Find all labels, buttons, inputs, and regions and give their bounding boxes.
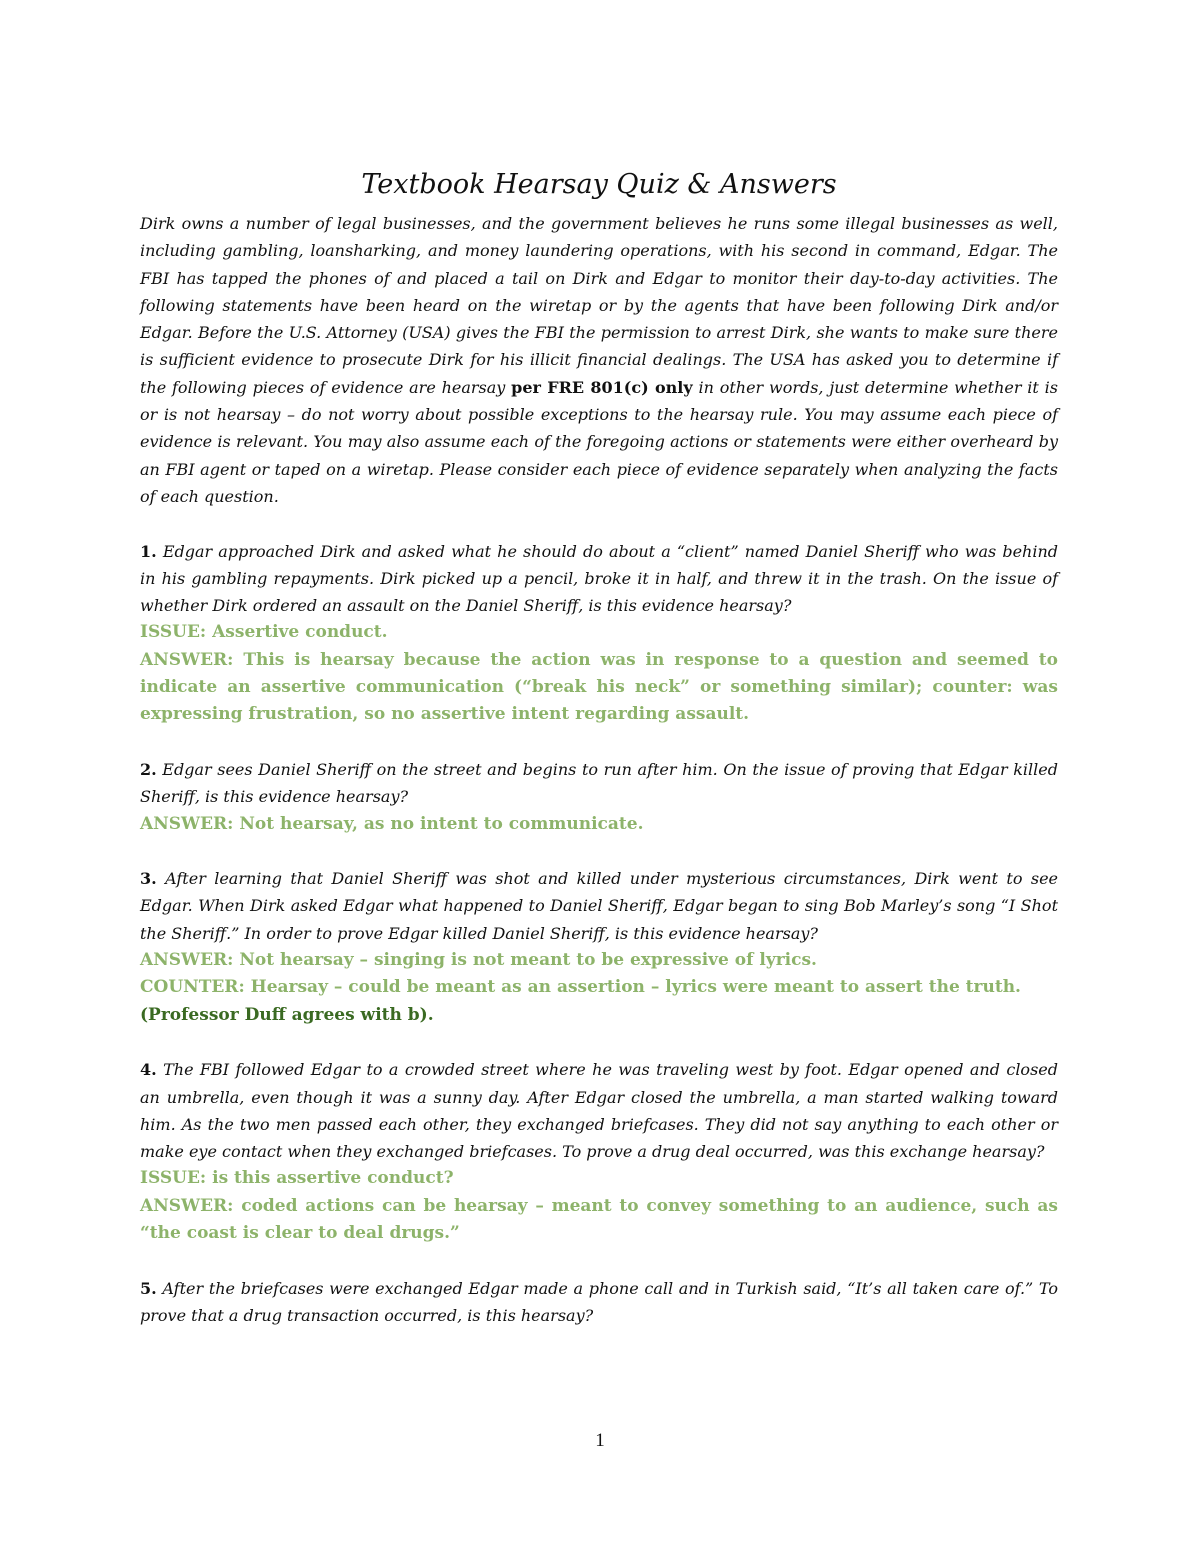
question-text: The FBI followed Edgar to a crowded street where he was traveling west by foot. Edgar opened and closed an umbrella, even though it was a sunny day. After Edgar closed the umbrella, a man started walking toward him. As the two men passed each other, they exchanged briefcases. They did not say anything to each other or make eye contact when they exchanged briefcases. To prove a drug deal occurred, was this exchange hearsay? (140, 1060, 1058, 1162)
question-3 (140, 865, 1058, 947)
intro-paragraph (140, 210, 1058, 510)
question-5 (140, 1275, 1058, 1330)
question-number: 3. (140, 869, 157, 889)
answer-line: ANSWER: Not hearsay, as no intent to communicate. (140, 813, 644, 834)
question-number: 5. (140, 1278, 157, 1298)
question-number: 4. (140, 1060, 157, 1080)
counter-line: COUNTER: Hearsay – could be meant as an assertion – lyrics were meant to assert the truth. (140, 977, 1021, 998)
intro-text-start: Dirk owns a number of legal businesses, and the government believes he runs some illegal businesses as well, including gambling, loansharking, and money laundering operations, with his second in command, Edgar. The FBI has tapped the phones of and placed a tail on Dirk and Edgar to monitor their day-to-day activities. The following statements have been heard on the wiretap or by the agents that have been following Dirk and/or Edgar. Before the U.S. Attorney (USA) gives the FBI the permission to arrest Dirk, she wants to make sure there is sufficient evidence to prosecute Dirk for his illicit financial dealings. The USA has asked you to determine if the following pieces of evidence are hearsay (140, 214, 1058, 397)
issue-line: ISSUE: is this assertive conduct? (140, 1168, 454, 1189)
question-2 (140, 756, 1058, 811)
intro-bold-rule: per FRE 801(c) only (511, 377, 693, 397)
professor-note: (Professor Duff agrees with b). (140, 1004, 434, 1025)
answer-line: ANSWER: This is hearsay because the action was in response to a question and seemed to indicate an assertive communication (“break his neck” or something similar); counter: was expressing frustration, so no assertive intent regarding assault. (140, 649, 1058, 725)
page-number: 1 (595, 1430, 605, 1451)
issue-line: ISSUE: Assertive conduct. (140, 622, 388, 643)
intro-text-end: in other words, just determine whether it is or is not hearsay – do not worry about possible exceptions to the hearsay rule. You may assume each piece of evidence is relevant. You may also assume each of the foregoing actions or statements were either overheard by an FBI agent or taped on a wiretap. Please consider each piece of evidence separately when analyzing the facts of each question. (140, 377, 1058, 506)
answer-line: ANSWER: coded actions can be hearsay – meant to convey something to an audience, such as “the coast is clear to deal drugs.” (140, 1195, 1058, 1243)
question-4 (140, 1056, 1058, 1165)
question-number: 2. (140, 759, 157, 779)
question-text: Edgar approached Dirk and asked what he should do about a “client” named Daniel Sheriff who was behind in his gambling repayments. Dirk picked up a pencil, broke it in half, and threw it in the trash. On the issue of whether Dirk ordered an assault on the Daniel Sheriff, is this evidence hearsay? (140, 541, 1059, 616)
document-title: Textbook Hearsay Quiz & Answers (361, 169, 837, 200)
question-text: Edgar sees Daniel Sheriff on the street and begins to run after him. On the issue of proving that Edgar killed Sheriff, is this evidence hearsay? (140, 759, 1058, 807)
question-1 (140, 538, 1058, 620)
answer-line: ANSWER: Not hearsay – singing is not meant to be expressive of lyrics. (140, 950, 817, 971)
question-text: After learning that Daniel Sheriff was shot and killed under mysterious circumstances, Dirk went to see Edgar. When Dirk asked Edgar what happened to Daniel Sheriff, Edgar began to sing Bob Marley’s song “I Shot the Sheriff.” In order to prove Edgar killed Daniel Sheriff, is this evidence hearsay? (140, 869, 1059, 943)
document-page (140, 160, 1058, 1329)
question-number: 1. (140, 541, 157, 561)
question-text: After the briefcases were exchanged Edgar made a phone call and in Turkish said, “It’s all taken care of.” To prove that a drug transaction occurred, is this hearsay? (140, 1278, 1058, 1325)
